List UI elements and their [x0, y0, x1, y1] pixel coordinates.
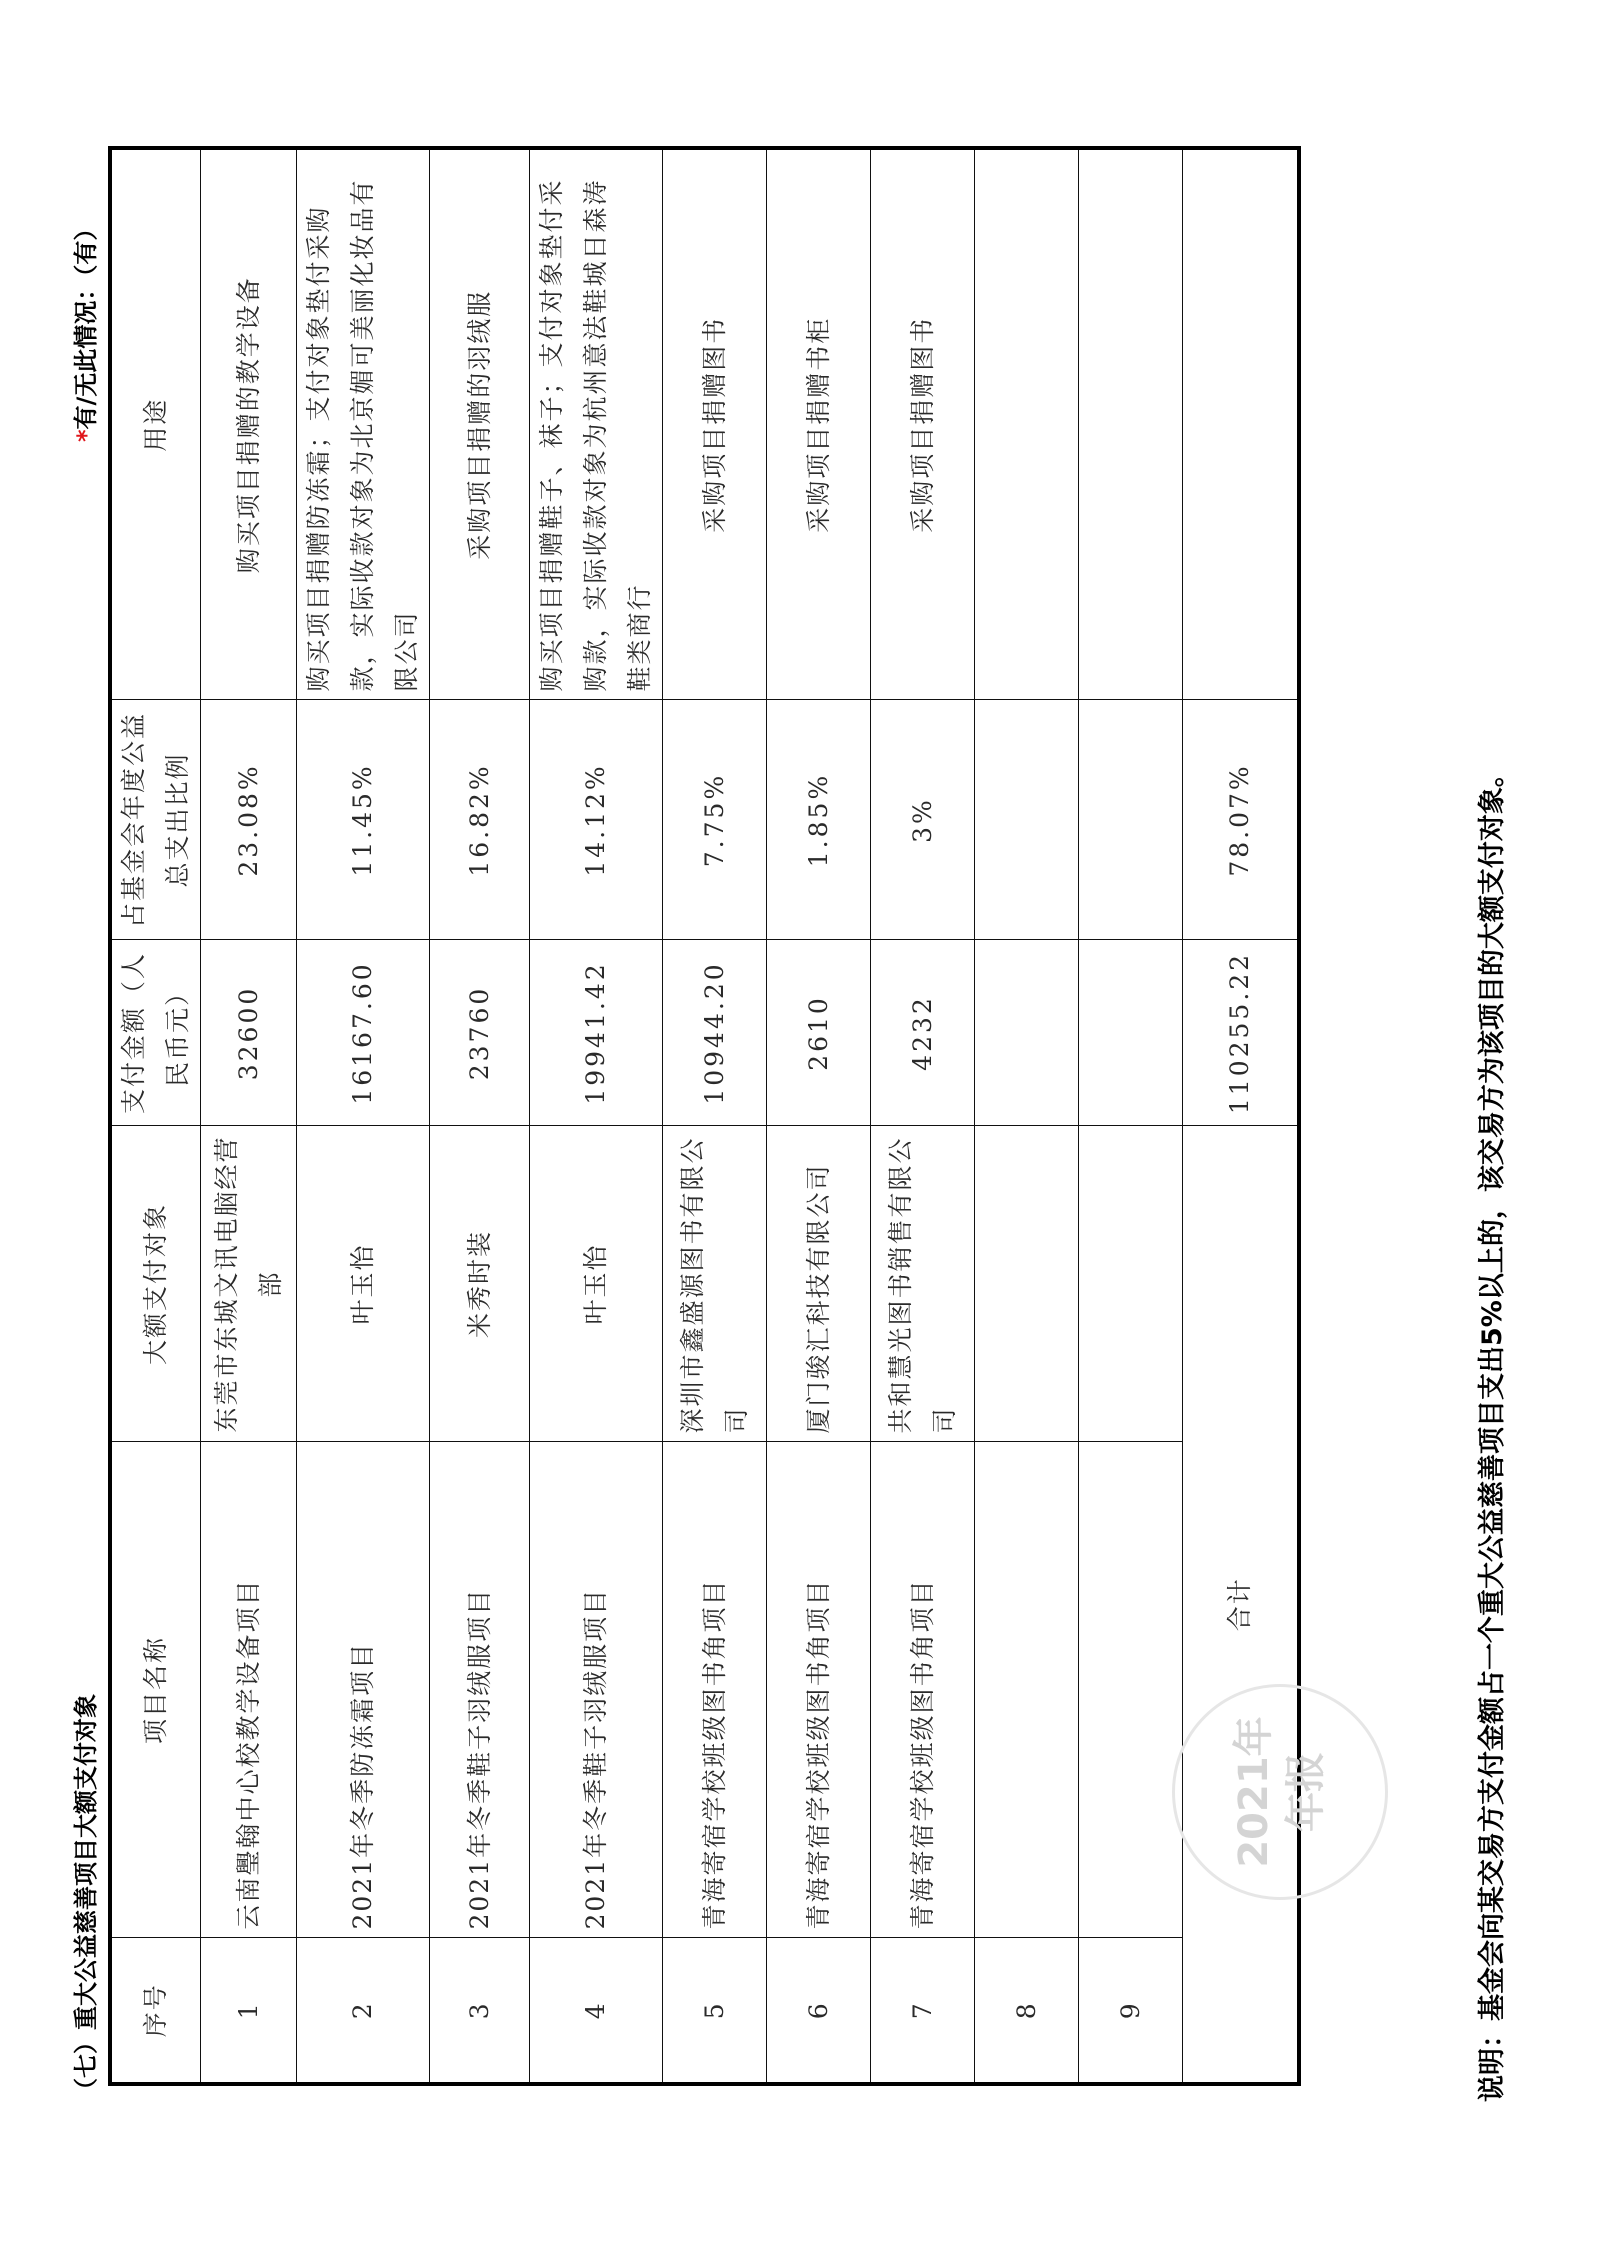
watermark-year: 2021年: [1231, 1716, 1277, 1868]
cell-amount: [975, 940, 1079, 1126]
cell-ratio: 23.08%: [201, 700, 297, 940]
cell-project: 青海寄宿学校班级图书角项目: [767, 1442, 871, 1938]
cell-purpose: 采购项目捐赠的羽绒服: [430, 148, 530, 700]
cell-purpose: 购买项目捐赠鞋子、袜子；支付对象垫付采购款，实际收款对象为杭州意法鞋城日森涛鞋类商行: [530, 148, 663, 700]
cell-payee: [975, 1126, 1079, 1442]
cell-amount: 19941.42: [530, 940, 663, 1126]
section-title: （七）重大公益慈善项目大额支付对象: [72, 1694, 100, 2102]
cell-index: 2: [297, 1938, 430, 2084]
cell-index: 4: [530, 1938, 663, 2084]
cell-ratio: [1079, 700, 1183, 940]
cell-purpose: 采购项目捐赠书柜: [767, 148, 871, 700]
cell-project: 2021年冬季鞋子羽绒服项目: [530, 1442, 663, 1938]
header-purpose: 用途: [110, 148, 201, 700]
header-project: 项目名称: [110, 1442, 201, 1938]
cell-payee: 东莞市东城文讯电脑经营部: [201, 1126, 297, 1442]
cell-project: 青海寄宿学校班级图书角项目: [871, 1442, 975, 1938]
cell-amount: 10944.20: [663, 940, 767, 1126]
cell-purpose: 采购项目捐赠图书: [871, 148, 975, 700]
table-row: [871, 148, 975, 2084]
cell-project: 青海寄宿学校班级图书角项目: [663, 1442, 767, 1938]
cell-project: [975, 1442, 1079, 1938]
watermark-label: 年报: [1283, 1752, 1329, 1832]
total-purpose-empty: [1183, 148, 1299, 700]
required-star: *: [72, 429, 100, 442]
cell-purpose: 购买项目捐赠防冻霜；支付对象垫付采购款，实际收款对象为北京媚可美丽化妆品有限公司: [297, 148, 430, 700]
cell-index: 1: [201, 1938, 297, 2084]
cell-index: 7: [871, 1938, 975, 2084]
cell-project: 云南璺翰中心校教学设备项目: [201, 1442, 297, 1938]
table-row: [430, 148, 530, 2084]
cell-ratio: 16.82%: [430, 700, 530, 940]
header-ratio: 占基金会年度公益总支出比例: [110, 700, 201, 940]
cell-ratio: [975, 700, 1079, 940]
table-row: [767, 148, 871, 2084]
cell-payee: 厦门骏汇科技有限公司: [767, 1126, 871, 1442]
table-header-row: [110, 148, 201, 2084]
cell-amount: 16167.60: [297, 940, 430, 1126]
annual-report-watermark: [1172, 1684, 1388, 1900]
cell-amount: [1079, 940, 1183, 1126]
cell-project: 2021年冬季鞋子羽绒服项目: [430, 1442, 530, 1938]
cell-ratio: 3%: [871, 700, 975, 940]
cell-purpose: 购买项目捐赠的教学设备: [201, 148, 297, 700]
cell-project: [1079, 1442, 1183, 1938]
cell-ratio: 7.75%: [663, 700, 767, 940]
cell-amount: 32600: [201, 940, 297, 1126]
table-row: [1079, 148, 1183, 2084]
cell-amount: 23760: [430, 940, 530, 1126]
cell-index: 6: [767, 1938, 871, 2084]
cell-purpose: 采购项目捐赠图书: [663, 148, 767, 700]
table-row: [663, 148, 767, 2084]
cell-ratio: 14.12%: [530, 700, 663, 940]
cell-payee: [1079, 1126, 1183, 1442]
cell-payee: 叶玉怡: [297, 1126, 430, 1442]
cell-index: 5: [663, 1938, 767, 2084]
cell-ratio: 11.45%: [297, 700, 430, 940]
cell-index: 3: [430, 1938, 530, 2084]
cell-project: 2021年冬季防冻霜项目: [297, 1442, 430, 1938]
cell-payee: 深圳市鑫盛源图书有限公司: [663, 1126, 767, 1442]
cell-ratio: 1.85%: [767, 700, 871, 940]
table-row: [297, 148, 430, 2084]
cell-payee: 共和慧光图书销售有限公司: [871, 1126, 975, 1442]
table-row: [530, 148, 663, 2084]
availability-status: [66, 217, 101, 442]
table-row: [201, 148, 297, 2084]
cell-payee: 米秀时装: [430, 1126, 530, 1442]
total-amount: 110255.22: [1183, 940, 1299, 1126]
total-label: 合计: [1183, 1126, 1299, 2084]
cell-index: 9: [1079, 1938, 1183, 2084]
payment-table: [108, 146, 1301, 2086]
note: 说明：基金会向某交易方支付金额占一个重大公益慈善项目支出5%以上的，该交易方为该项目的大额支付对象。: [1477, 760, 1508, 2102]
header-index: 序号: [110, 1938, 201, 2084]
availability-label: 有/无此情况：（有）: [72, 216, 100, 430]
cell-purpose: [1079, 148, 1183, 700]
cell-purpose: [975, 148, 1079, 700]
total-ratio: 78.07%: [1183, 700, 1299, 940]
cell-amount: 2610: [767, 940, 871, 1126]
header-payee: 大额支付对象: [110, 1126, 201, 1442]
table-row: [975, 148, 1079, 2084]
cell-amount: 4232: [871, 940, 975, 1126]
cell-index: 8: [975, 1938, 1079, 2084]
header-amount: 支付金额（人民币元）: [110, 940, 201, 1126]
cell-payee: 叶玉怡: [530, 1126, 663, 1442]
